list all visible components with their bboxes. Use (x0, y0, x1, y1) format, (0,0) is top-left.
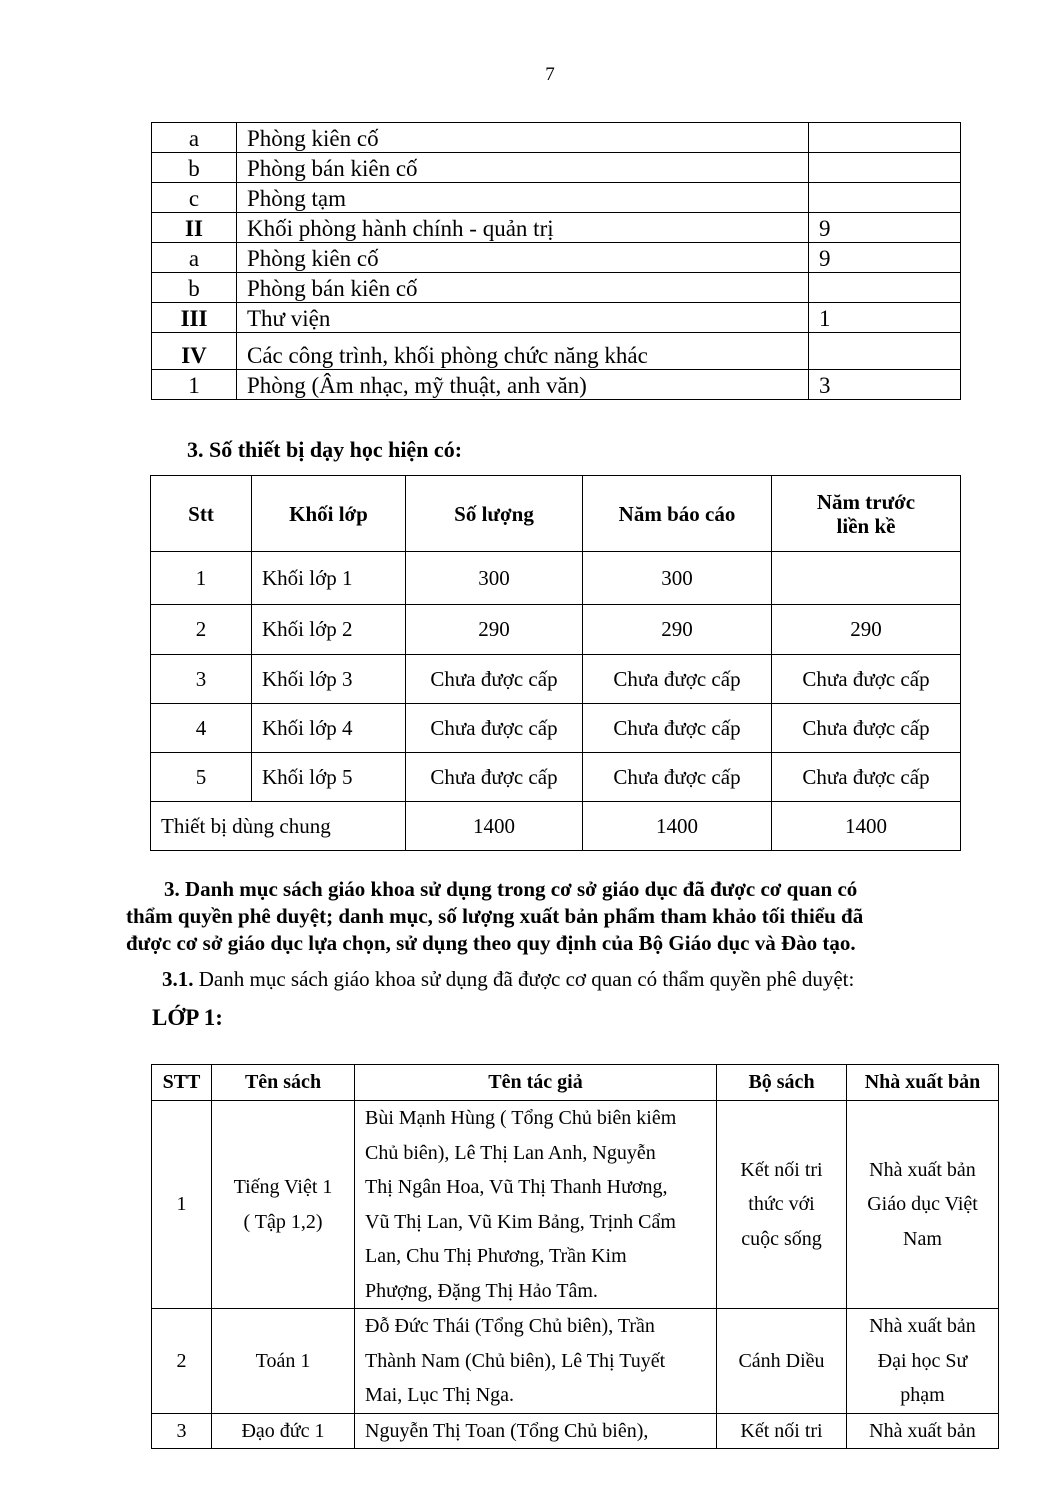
line: Thành Nam (Chủ biên), Lê Thị Tuyết (365, 1349, 666, 1372)
col-header-grade: Khối lớp (252, 476, 406, 552)
row-name: Phòng bán kiên cố (237, 153, 809, 183)
row-code: a (152, 123, 237, 153)
cell: Khối lớp 1 (252, 552, 406, 605)
table-row (152, 273, 961, 303)
line: phạm (900, 1384, 945, 1406)
cell-stt: 2 (152, 1309, 212, 1414)
line: Chủ biên), Lê Thị Lan Anh, Nguyễn (365, 1141, 656, 1164)
line: Đại học Sư (877, 1349, 968, 1372)
line: Nhà xuất bản (869, 1419, 976, 1442)
row-value (809, 153, 961, 183)
table-header-row (151, 476, 961, 552)
section-3-title: 3. Số thiết bị dạy học hiện có: (187, 437, 463, 462)
table-row (151, 704, 961, 753)
cell: Chưa được cấp (583, 753, 772, 802)
cell-stt: 1 (152, 1101, 212, 1309)
cell: Chưa được cấp (583, 704, 772, 753)
table-row (151, 552, 961, 605)
subsection-3-1 (162, 967, 854, 992)
cell: Khối lớp 4 (252, 704, 406, 753)
table-row (152, 303, 961, 333)
table-row (152, 1413, 999, 1449)
row-code: b (152, 153, 237, 183)
row-value: 1 (809, 303, 961, 333)
line: Nguyễn Thị Toan (Tổng Chủ biên), (365, 1419, 649, 1442)
row-code: II (152, 213, 237, 243)
cell: 1400 (772, 802, 961, 851)
cell: 300 (583, 552, 772, 605)
line: Vũ Thị Lan, Vũ Kim Bảng, Trịnh Cẩm (365, 1210, 676, 1233)
cell-book-name (212, 1413, 355, 1449)
line: Đỗ Đức Thái (Tổng Chủ biên), Trần (365, 1315, 655, 1337)
cell-authors (355, 1309, 717, 1414)
row-value: 9 (809, 213, 961, 243)
table-row (152, 123, 961, 153)
cell-publisher (847, 1413, 999, 1449)
cell: Khối lớp 3 (252, 655, 406, 704)
line: Nhà xuất bản (869, 1315, 976, 1337)
col-header-stt: Stt (151, 476, 252, 552)
col-header-book-name: Tên sách (212, 1065, 355, 1101)
table-row (152, 183, 961, 213)
cell: Chưa được cấp (406, 704, 583, 753)
page-number: 7 (545, 64, 555, 85)
row-name: Phòng (Âm nhạc, mỹ thuật, anh văn) (237, 370, 809, 400)
row-name: Các công trình, khối phòng chức năng khác (237, 333, 809, 370)
table-row (152, 1309, 999, 1414)
cell: 5 (151, 753, 252, 802)
cell: 4 (151, 704, 252, 753)
textbook-table (151, 1064, 999, 1449)
col-header-series: Bộ sách (717, 1065, 847, 1101)
row-code: IV (152, 333, 237, 370)
cell-book-name (212, 1101, 355, 1309)
cell: Chưa được cấp (772, 655, 961, 704)
cell (772, 552, 961, 605)
row-name: Phòng kiên cố (237, 243, 809, 273)
line: Nam (903, 1227, 942, 1250)
line: Giáo dục Việt (867, 1193, 978, 1216)
col-header-previous-year (772, 476, 961, 552)
cell: Chưa được cấp (772, 753, 961, 802)
line: Thị Ngân Hoa, Vũ Thị Thanh Hương, (365, 1176, 668, 1198)
col-header-report-year: Năm báo cáo (583, 476, 772, 552)
row-name: Phòng tạm (237, 183, 809, 213)
cell: Khối lớp 2 (252, 605, 406, 655)
row-name: Khối phòng hành chính - quản trị (237, 213, 809, 243)
header-line: liền kề (836, 513, 896, 538)
line: Cánh Diều (738, 1349, 825, 1372)
line: Nhà xuất bản (869, 1158, 976, 1181)
cell: Chưa được cấp (583, 655, 772, 704)
row-value (809, 273, 961, 303)
cell: Chưa được cấp (406, 753, 583, 802)
table-row (151, 605, 961, 655)
row-name: Phòng kiên cố (237, 123, 809, 153)
cell: 290 (406, 605, 583, 655)
row-name: Thư viện (237, 303, 809, 333)
cell-publisher (847, 1309, 999, 1414)
table-row (152, 1101, 999, 1309)
facilities-table (151, 122, 961, 400)
paragraph-line: thẩm quyền phê duyệt; danh mục, số lượng xuất bản phẩm tham khảo tối thiểu đã (126, 904, 864, 928)
table-row (151, 655, 961, 704)
col-header-quantity: Số lượng (406, 476, 583, 552)
cell: 3 (151, 655, 252, 704)
line: Tiếng Việt 1 (233, 1176, 333, 1198)
row-value (809, 183, 961, 213)
header-line: Năm trước (816, 489, 916, 514)
cell: 2 (151, 605, 252, 655)
equipment-table (150, 475, 961, 851)
table-total-row (151, 802, 961, 851)
line: Toán 1 (255, 1349, 311, 1372)
row-value: 9 (809, 243, 961, 273)
line: Kết nối tri (740, 1419, 823, 1442)
cell: 290 (772, 605, 961, 655)
cell: Chưa được cấp (772, 704, 961, 753)
cell: 1400 (583, 802, 772, 851)
table-header-row (152, 1065, 999, 1101)
table-row (152, 243, 961, 273)
cell: Khối lớp 5 (252, 753, 406, 802)
cell: 300 (406, 552, 583, 605)
cell: Chưa được cấp (406, 655, 583, 704)
cell: 1400 (406, 802, 583, 851)
row-code: a (152, 243, 237, 273)
table-row (152, 370, 961, 400)
paragraph-line: được cơ sở giáo dục lựa chọn, sử dụng theo quy định của Bộ Giáo dục và Đào tạo. (126, 931, 856, 955)
cell-stt: 3 (152, 1413, 212, 1449)
total-label: Thiết bị dùng chung (151, 802, 406, 851)
line: thức với (748, 1193, 815, 1216)
col-header-stt: STT (152, 1065, 212, 1101)
line: Phượng, Đặng Thị Hảo Tâm. (365, 1279, 598, 1302)
cell-publisher (847, 1101, 999, 1309)
cell-authors (355, 1413, 717, 1449)
table-row (152, 333, 961, 370)
row-name: Phòng bán kiên cố (237, 273, 809, 303)
row-code: b (152, 273, 237, 303)
row-value: 3 (809, 370, 961, 400)
row-code: 1 (152, 370, 237, 400)
line: Lan, Chu Thị Phương, Trần Kim (365, 1245, 627, 1267)
line: Đạo đức 1 (241, 1419, 325, 1442)
line: Bùi Mạnh Hùng ( Tổng Chủ biên kiêm (365, 1107, 677, 1129)
subsection-number: 3.1. (162, 967, 194, 991)
row-value (809, 333, 961, 370)
col-header-publisher: Nhà xuất bản (847, 1065, 999, 1101)
subsection-text: Danh mục sách giáo khoa sử dụng đã được cơ quan có thẩm quyền phê duyệt: (193, 967, 855, 991)
paragraph-line: 3. Danh mục sách giáo khoa sử dụng trong cơ sở giáo dục đã được cơ quan có (164, 877, 858, 901)
line: cuộc sống (741, 1227, 822, 1250)
cell-series (717, 1413, 847, 1449)
cell-authors (355, 1101, 717, 1309)
line: ( Tập 1,2) (243, 1210, 323, 1233)
table-row (151, 753, 961, 802)
row-code: III (152, 303, 237, 333)
row-code: c (152, 183, 237, 213)
cell-book-name (212, 1309, 355, 1414)
cell: 290 (583, 605, 772, 655)
grade-label: LỚP 1: (152, 1005, 223, 1030)
cell-series (717, 1309, 847, 1414)
line: Kết nối tri (740, 1158, 823, 1181)
table-row (152, 153, 961, 183)
table-row (152, 213, 961, 243)
cell-series (717, 1101, 847, 1309)
row-value (809, 123, 961, 153)
line: Mai, Lục Thị Nga. (365, 1384, 515, 1406)
cell: 1 (151, 552, 252, 605)
col-header-authors: Tên tác giả (355, 1065, 717, 1101)
